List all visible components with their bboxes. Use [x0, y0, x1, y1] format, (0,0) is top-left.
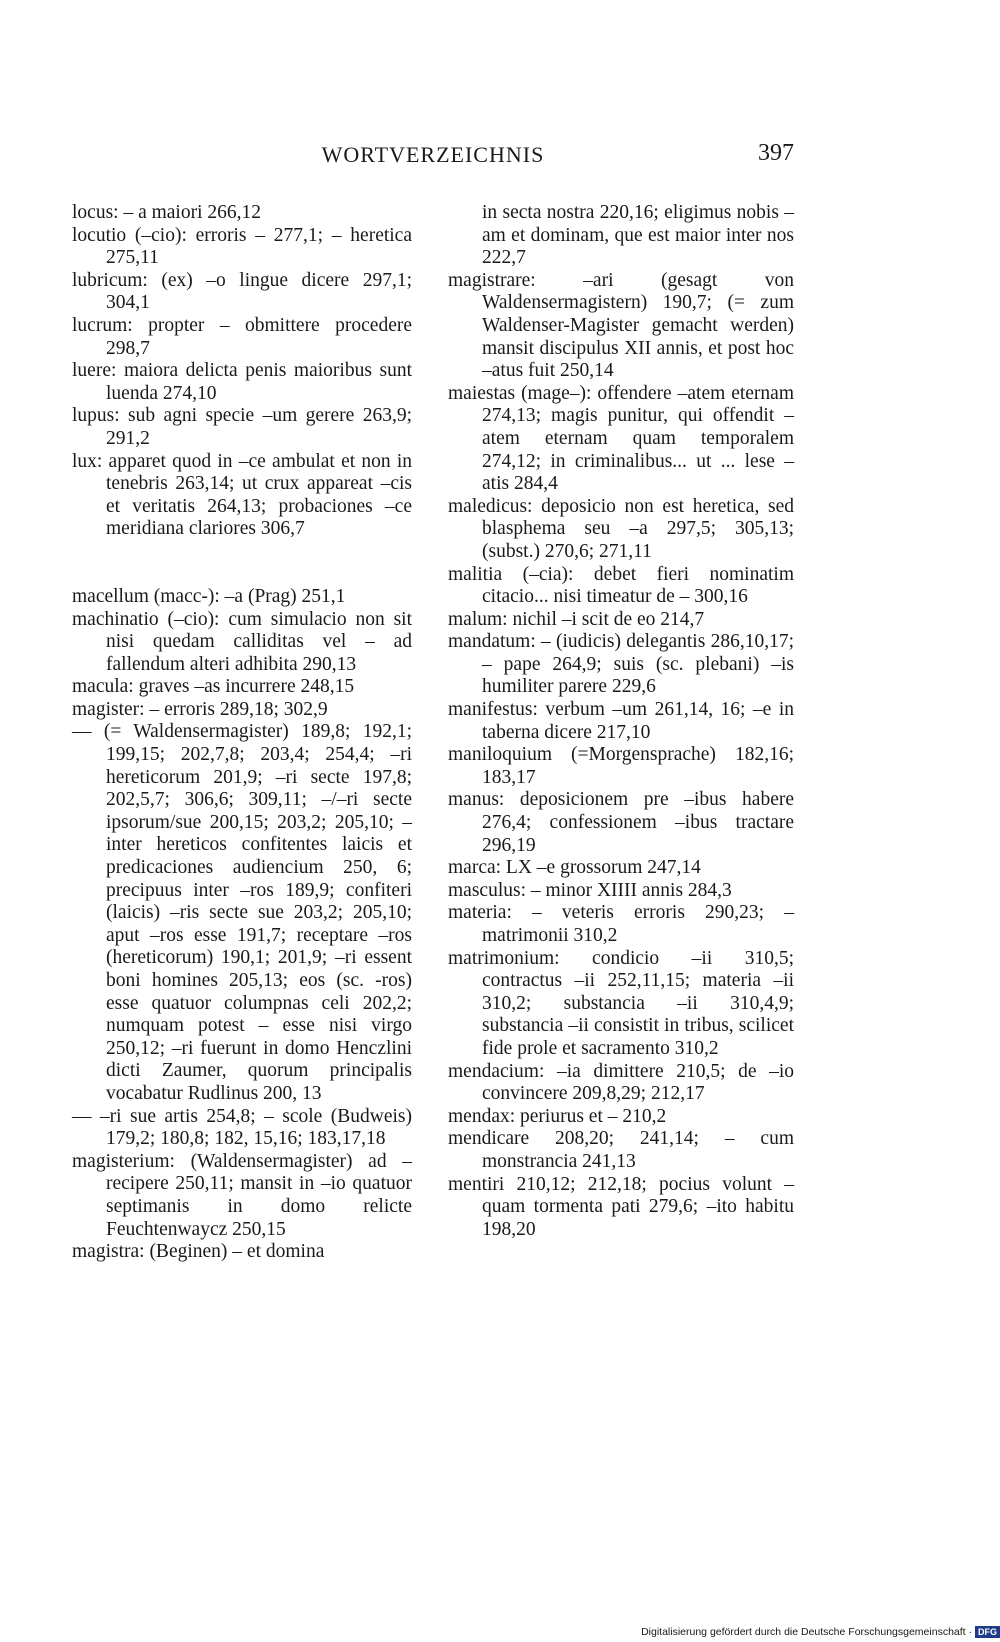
left-column	[72, 202, 412, 1264]
entry-matrimonium: matrimonium: condicio –ii 310,5; contractus –ii 252,11,15; materia –ii 310,2; substancia –ii 310,4,9; substancia –ii consistit in tribus, scilicet fide prole et sacramento 310,2	[448, 947, 794, 1059]
footer-text: Digitalisierung gefördert durch die Deutsche Forschungsgemeinschaft ·	[641, 1626, 972, 1638]
entry-magistra: magistra: (Beginen) – et domina	[72, 1241, 325, 1263]
entry-magister-artis: — –ri sue artis 254,8; – scole (Budweis) 179,2; 180,8; 182, 15,16; 183,17,18	[72, 1105, 412, 1150]
right-column	[448, 202, 794, 1241]
entry-lupus: lupus: sub agni specie –um gerere 263,9; 291,2	[72, 405, 412, 449]
entry-maiestas: maiestas (mage–): offendere –atem eternam 274,13; magis punitur, qui offendit –atem eternam quam temporalem 274,12; in criminalibus... ut ... lese –atis 284,4	[448, 382, 794, 495]
entry-manus: manus: deposicionem pre –ibus habere 276,4; confessionem –ibus tractare 296,19	[448, 789, 794, 856]
entry-lux: lux: apparet quod in –ce ambulat et non in tenebris 263,14; ut crux appareat –cis et veritatis 264,13; probaciones –ce meridiana clariores 306,7	[72, 450, 412, 540]
entry-mentiri: mentiri 210,12; 212,18; pocius volunt – quam tormenta pati 279,6; –ito habitu 198,20	[448, 1173, 794, 1240]
entry-luere: luere: maiora delicta penis maioribus sunt luenda 274,10	[72, 360, 412, 404]
entry-malum: malum: nichil –i scit de eo 214,7	[448, 608, 705, 630]
entry-marca: marca: LX –e grossorum 247,14	[448, 857, 701, 879]
digitization-footer	[560, 1625, 1000, 1642]
entry-magister: magister: – erroris 289,18; 302,9	[72, 698, 328, 720]
entry-locus: locus: – a maiori 266,12	[72, 202, 262, 223]
entry-mendacium: mendacium: –ia dimittere 210,5; de –io convincere 209,8,29; 212,17	[448, 1060, 794, 1105]
entry-machinatio: machinatio (–cio): cum simulacio non sit nisi quedam calliditas vel – ad fallendum alteri adhibita 290,13	[72, 608, 412, 675]
entry-magisterium: magisterium: (Waldensermagister) ad – recipere 250,11; mansit in –io quatuor septimanis in domo relicte Feuchtenwaycz 250,15	[72, 1150, 412, 1240]
entry-mendax: mendax: periurus et – 210,2	[448, 1105, 667, 1127]
entry-macellum: macellum (macc-): –a (Prag) 251,1	[72, 585, 346, 607]
entry-mendicare: mendicare 208,20; 241,14; – cum monstrancia 241,13	[448, 1128, 794, 1172]
page-title: WORTVERZEICHNIS	[321, 142, 545, 167]
entry-mandatum: mandatum: – (iudicis) delegantis 286,10,17; – pape 264,9; suis (sc. plebani) –is humiliter parere 229,6	[448, 631, 794, 698]
entry-materia: materia: – veteris erroris 290,23; – matrimonii 310,2	[448, 902, 794, 946]
running-header	[72, 142, 794, 172]
entry-lubricum: lubricum: (ex) –o lingue dicere 297,1; 304,1	[72, 269, 412, 314]
entry-magistrare: magistrare: –ari (gesagt von Waldensermagistern) 190,7; (= zum Waldenser-Magister gemacht werden) mansit discipulus XII annis, et post hoc –atus fuit 250,14	[448, 269, 794, 382]
entry-magistra-continued: in secta nostra 220,16; eligimus nobis –am et dominam, que est maior inter nos 222,7	[482, 202, 794, 269]
entry-malitia: malitia (–cia): debet fieri nominatim citacio... nisi timeatur de – 300,16	[448, 563, 794, 608]
entry-masculus: masculus: – minor XIIII annis 284,3	[448, 879, 732, 901]
dfg-logo: DFG	[975, 1626, 1000, 1638]
entry-maledicus: maledicus: deposicio non est heretica, sed blasphema seu –a 297,5; 305,13; (subst.) 270,6; 271,11	[448, 495, 794, 562]
entry-manifestus: manifestus: verbum –um 261,14, 16; –e in taberna dicere 217,10	[448, 699, 794, 743]
letter-section-gap	[72, 541, 412, 586]
entry-magister-waldenser: — (= Waldensermagister) 189,8; 192,1; 199,15; 202,7,8; 203,4; 254,4; –ri hereticorum 201,9; –ri secte 197,8; 202,5,7; 306,6; 309,11; –/–ri secte ipsorum/sue 200,15; 203,2; 205,10; – inter hereticos confitentes laicis et predicaciones audiencium 250, 6; precipuus inter –ros 189,9; confiteri (laicis) –ris secte sue 203,2; 205,10; aput –ros esse 191,7; receptare –ros (hereticorum) 190,1; 201,9; –ri essent boni homines 205,13; eos (sc. -ros) esse quatuor columpnas celi 202,2; numquam potest – esse nisi virgo 250,12; –ri fuerunt in domo Henczlini dicti Zaumer, quorum principalis vocabatur Rudlinus 200, 13	[72, 721, 412, 1104]
page-number: 397	[758, 140, 794, 166]
entry-macula: macula: graves –as incurrere 248,15	[72, 676, 355, 698]
entry-locutio: locutio (–cio): erroris – 277,1; – heretica 275,11	[72, 224, 412, 269]
entry-lucrum: lucrum: propter – obmittere procedere 298,7	[72, 314, 412, 359]
entry-maniloquium: maniloquium (=Morgensprache) 182,16; 183,17	[448, 744, 794, 788]
